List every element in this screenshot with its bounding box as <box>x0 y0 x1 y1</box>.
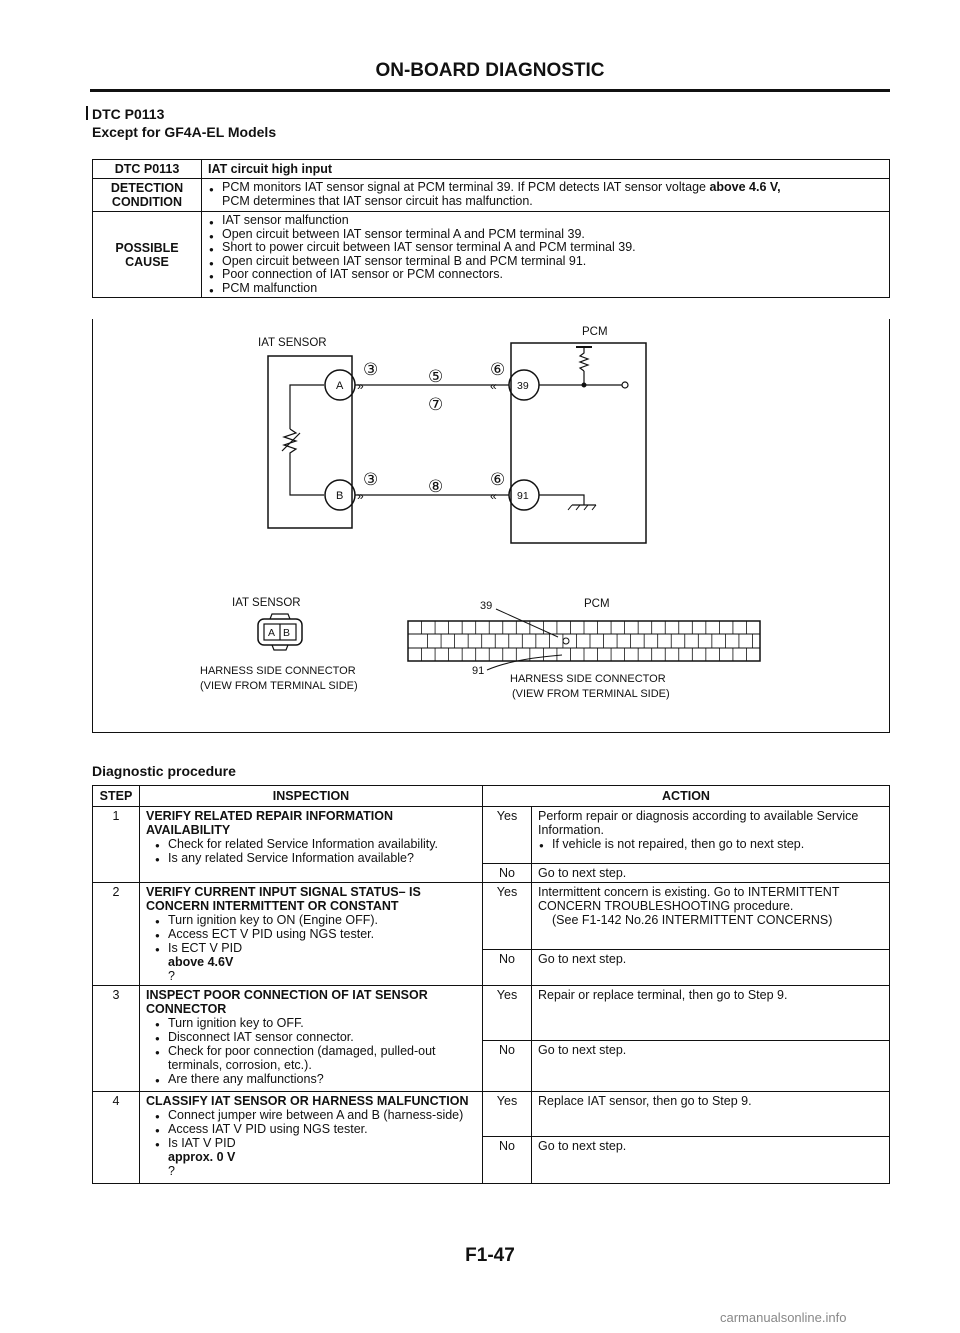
ground-hatch <box>592 505 596 510</box>
step-2-inspection <box>140 883 483 986</box>
dtc-heading <box>92 105 276 141</box>
step-1-yes-action <box>532 807 890 864</box>
step-2-yes-row <box>93 883 890 950</box>
pcm-output-node <box>622 382 628 388</box>
dtc-row <box>93 160 890 179</box>
step-number: 1 <box>93 807 140 883</box>
detection-cell <box>202 179 890 212</box>
step-3-inspection <box>140 986 483 1092</box>
step-2-title: VERIFY CURRENT INPUT SIGNAL STATUS– IS CONCERN INTERMITTENT OR CONSTANT <box>146 885 421 913</box>
procedure-header-row <box>93 786 890 807</box>
dtc-description: IAT circuit high input <box>202 160 890 179</box>
harness-right-line2: (VIEW FROM TERMINAL SIDE) <box>512 688 670 700</box>
junction-dot <box>582 383 586 387</box>
step-3-yes-action: Repair or replace terminal, then go to Step 9. <box>532 986 890 1041</box>
cause-item: ● Open circuit between IAT sensor terminal A and PCM terminal 39. <box>222 228 883 242</box>
thermistor-arrow <box>282 433 300 451</box>
harness-right-line1: HARNESS SIDE CONNECTOR <box>510 673 666 685</box>
cause-item: ● IAT sensor malfunction <box>222 214 883 228</box>
step-4-yes-row <box>93 1092 890 1137</box>
pcm-box <box>511 343 646 543</box>
cause-item: ● PCM malfunction <box>222 282 883 296</box>
pcm-pin-39-label: 39 <box>480 600 493 612</box>
iat-pin-b: B <box>283 627 291 639</box>
detection-row <box>93 179 890 212</box>
procedure-table <box>92 785 890 1184</box>
header-rule <box>90 89 890 92</box>
cause-item: ● Poor connection of IAT sensor or PCM connectors. <box>222 268 883 282</box>
cause-row <box>93 212 890 298</box>
step-number: 4 <box>93 1092 140 1184</box>
step-4-inspection <box>140 1092 483 1184</box>
connector-chevron: » <box>357 379 364 393</box>
step-4-bullet: ● Access IAT V PID using NGS tester. <box>168 1122 476 1136</box>
cause-item: ● Short to power circuit between IAT sensor terminal A and PCM terminal 39. <box>222 241 883 255</box>
step-1-no-action: Go to next step. <box>532 864 890 883</box>
circled-6-bottom: ⑥ <box>490 470 506 489</box>
detection-label: DETECTION CONDITION <box>93 179 202 212</box>
terminal-a-label: A <box>336 380 344 392</box>
yes-cell: Yes <box>483 1092 532 1137</box>
step-1-bullet: ● Is any related Service Information available? <box>168 851 476 865</box>
step-1-yes-row <box>93 807 890 864</box>
procedure-title: Diagnostic procedure <box>92 763 236 779</box>
cause-label-2: CAUSE <box>125 254 169 269</box>
step-2-qmark: ? <box>168 969 175 983</box>
dtc-info-table <box>92 159 890 298</box>
step-4-threshold: approx. 0 V <box>168 1150 236 1164</box>
detection-text-2: PCM determines that IAT sensor circuit has malfunction. <box>222 193 533 208</box>
terminal-91-label: 91 <box>517 490 529 502</box>
step-2-bullet: ● Turn ignition key to ON (Engine OFF). <box>168 913 476 927</box>
ground-hatch <box>584 505 588 510</box>
yes-cell: Yes <box>483 807 532 864</box>
step-1-bullet: ● Check for related Service Information availability. <box>168 837 476 851</box>
pcm-connector-center <box>563 638 569 644</box>
circled-6-top: ⑥ <box>490 360 506 379</box>
page-header: ON-BOARD DIAGNOSTIC <box>375 60 605 81</box>
harness-left-line2: (VIEW FROM TERMINAL SIDE) <box>200 680 358 692</box>
pullup-resistor <box>580 347 588 371</box>
pcm-connector-pins <box>422 621 753 662</box>
no-cell: No <box>483 1137 532 1184</box>
thermistor-symbol <box>284 429 296 459</box>
dtc-subtitle: Except for GF4A-EL Models <box>92 124 277 140</box>
step-2-no-action: Go to next step. <box>532 950 890 986</box>
step-2-question: Is ECT V PID <box>168 941 243 955</box>
dtc-code: DTC P0113 <box>92 106 165 122</box>
detection-text-1: PCM monitors IAT sensor signal at PCM terminal 39. If PCM detects IAT sensor voltage <box>222 180 710 194</box>
step-number: 3 <box>93 986 140 1092</box>
iat-connector-label: IAT SENSOR <box>232 597 301 609</box>
wiring-diagram <box>92 319 890 733</box>
step-2-threshold: above 4.6V <box>168 955 234 969</box>
step-4-bullet: ● Connect jumper wire between A and B (harness-side) <box>168 1108 476 1122</box>
circled-5: ⑤ <box>428 367 444 386</box>
ground-hatch <box>576 505 580 510</box>
cause-item: ● Open circuit between IAT sensor terminal B and PCM terminal 91. <box>222 255 883 269</box>
connector-chevron: » <box>357 489 364 503</box>
yes-cell: Yes <box>483 883 532 950</box>
circled-7: ⑦ <box>428 395 444 414</box>
connector-chevron: « <box>490 379 497 393</box>
step-2-bullet: ● Access ECT V PID using NGS tester. <box>168 927 476 941</box>
step-2-yes-text: Intermittent concern is existing. Go to INTERMITTENT CONCERN TROUBLESHOOTING procedure. <box>538 885 840 913</box>
harness-left-line1: HARNESS SIDE CONNECTOR <box>200 665 356 677</box>
no-cell: No <box>483 864 532 883</box>
iat-sensor-label: IAT SENSOR <box>258 337 327 349</box>
sensor-wire-a <box>290 385 324 429</box>
step-4-no-action: Go to next step. <box>532 1137 890 1184</box>
detection-item <box>222 181 883 208</box>
step-3-title: INSPECT POOR CONNECTION OF IAT SENSOR CONNECTOR <box>146 988 428 1016</box>
ground-hatch <box>568 505 572 510</box>
step-number: 2 <box>93 883 140 986</box>
step-3-bullet: ● Disconnect IAT sensor connector. <box>168 1030 476 1044</box>
pcm-pin-91-label: 91 <box>472 665 485 677</box>
circled-3-bottom: ③ <box>363 470 379 489</box>
page-number: F1-47 <box>465 1245 515 1266</box>
pin-39-leader <box>496 609 558 637</box>
terminal-39-label: 39 <box>517 380 529 392</box>
step-3-bullet: ● Turn ignition key to OFF. <box>168 1016 476 1030</box>
margin-bar <box>86 106 88 120</box>
cause-cell <box>202 212 890 298</box>
pcm-label: PCM <box>582 326 608 338</box>
no-cell: No <box>483 950 532 986</box>
yes-cell: Yes <box>483 986 532 1041</box>
step-4-title: CLASSIFY IAT SENSOR OR HARNESS MALFUNCTION <box>146 1094 469 1108</box>
step-2-bullet <box>168 941 476 983</box>
step-4-bullet <box>168 1136 476 1178</box>
step-4-question: Is IAT V PID <box>168 1136 236 1150</box>
watermark: carmanualsonline.info <box>720 1310 847 1325</box>
pcm-connector-label: PCM <box>584 598 610 610</box>
no-cell: No <box>483 1041 532 1092</box>
step-2-yes-action <box>532 883 890 950</box>
circled-8: ⑧ <box>428 477 444 496</box>
dtc-code-cell: DTC P0113 <box>93 160 202 179</box>
iat-pin-a: A <box>268 627 276 639</box>
sensor-wire-b <box>290 459 324 495</box>
step-header: STEP <box>93 786 140 807</box>
step-1-title: VERIFY RELATED REPAIR INFORMATION AVAILABILITY <box>146 809 393 837</box>
pin-91-leader <box>487 655 562 670</box>
step-3-no-action: Go to next step. <box>532 1041 890 1092</box>
step-4-yes-action: Replace IAT sensor, then go to Step 9. <box>532 1092 890 1137</box>
pcm-ground-wire <box>539 495 584 505</box>
terminal-b-label: B <box>336 490 344 502</box>
step-1-yes-text: Perform repair or diagnosis according to available Service Information. <box>538 809 859 837</box>
cause-label <box>93 212 202 298</box>
step-3-yes-row <box>93 986 890 1041</box>
circled-3-top: ③ <box>363 360 379 379</box>
connector-chevron: « <box>490 489 497 503</box>
detection-threshold: above 4.6 V, <box>709 180 781 194</box>
action-header: ACTION <box>483 786 890 807</box>
inspection-header: INSPECTION <box>140 786 483 807</box>
step-3-bullet: ● Check for poor connection (damaged, pulled-out terminals, corrosion, etc.). <box>168 1044 476 1072</box>
cause-label-1: POSSIBLE <box>115 240 179 255</box>
step-1-inspection <box>140 807 483 883</box>
step-2-yes-reference: (See F1-142 No.26 INTERMITTENT CONCERNS) <box>552 913 833 927</box>
step-1-yes-bullet: ● If vehicle is not repaired, then go to next step. <box>552 837 883 851</box>
step-3-bullet: ● Are there any malfunctions? <box>168 1072 476 1086</box>
step-4-qmark: ? <box>168 1164 175 1178</box>
